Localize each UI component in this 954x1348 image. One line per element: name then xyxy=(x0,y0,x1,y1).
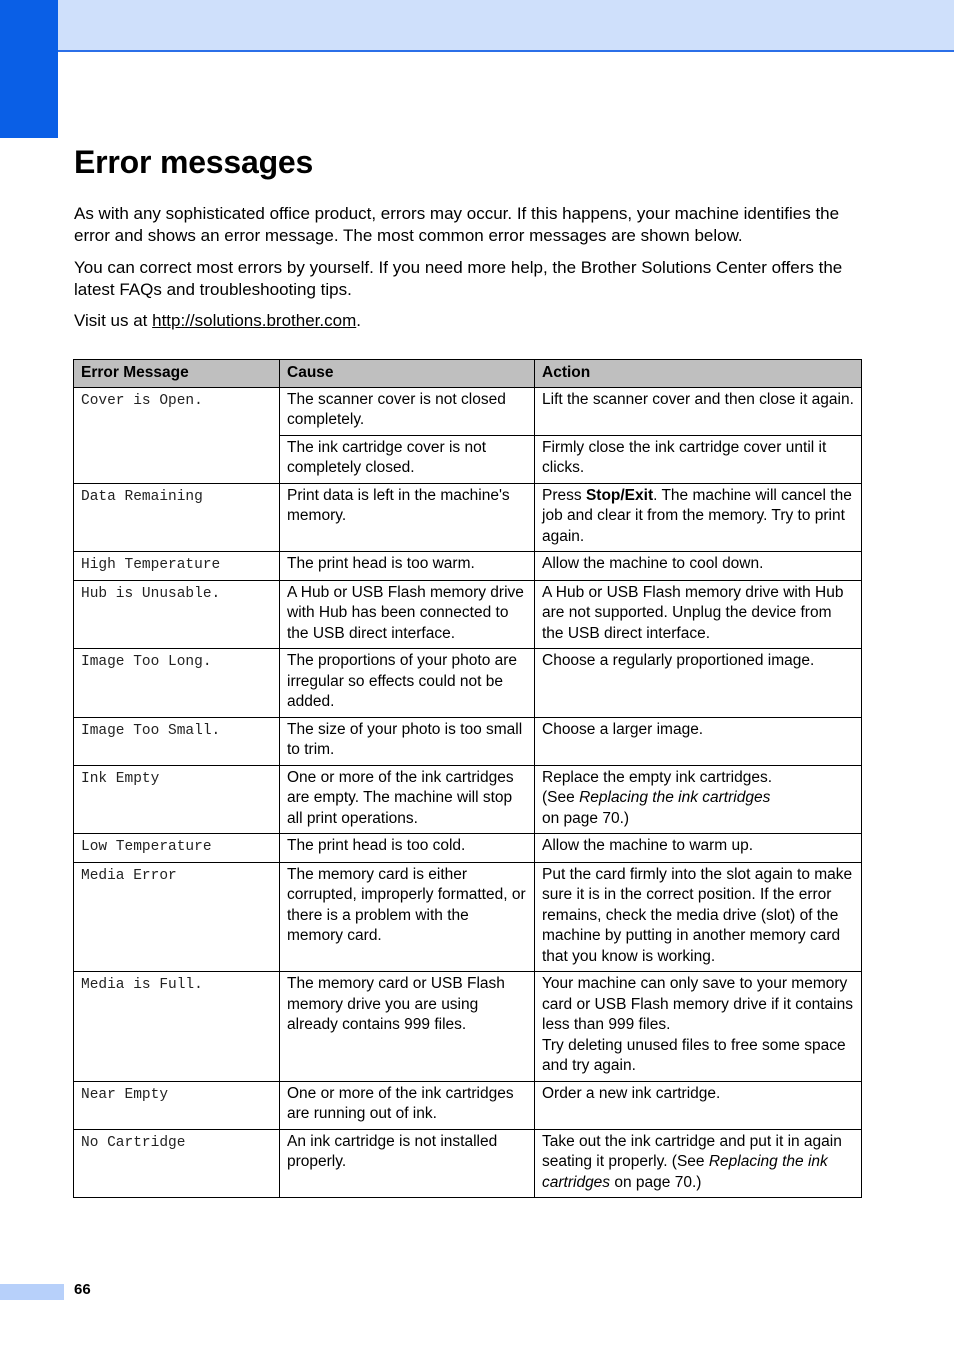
action-text: . The machine will cancel the job and clear it from the memory. Try to print again. xyxy=(542,486,852,545)
table-row xyxy=(74,483,862,552)
error-message: Cover is Open. xyxy=(81,392,203,409)
cause-cell: The print head is too warm. xyxy=(280,552,535,581)
error-message: Hub is Unusable. xyxy=(81,585,221,602)
action-cell xyxy=(535,483,862,552)
visit-paragraph xyxy=(74,310,864,332)
visit-prefix: Visit us at xyxy=(74,311,153,330)
header-action: Action xyxy=(535,360,862,388)
error-messages-table xyxy=(73,359,862,1198)
cause-cell: The memory card is either corrupted, improperly formatted, or there is a problem with the memory card. xyxy=(280,862,535,972)
cause-cell: The print head is too cold. xyxy=(280,834,535,863)
reference-title: Replacing the ink cartridges xyxy=(579,789,771,806)
page-reference: on page 70.) xyxy=(542,809,630,827)
cause-cell: The size of your photo is too small to trim. xyxy=(280,717,535,765)
solutions-link[interactable]: http://solutions.brother.com xyxy=(152,311,357,330)
action-cell: Allow the machine to cool down. xyxy=(535,552,862,581)
error-message-cell xyxy=(74,834,280,863)
error-message: Image Too Small. xyxy=(81,722,221,739)
action-cell: Allow the machine to warm up. xyxy=(535,834,862,863)
error-message-cell xyxy=(74,1129,280,1198)
action-cell: Lift the scanner cover and then close it again. xyxy=(535,387,862,435)
table-row xyxy=(74,862,862,972)
cause-cell: The proportions of your photo are irregular so effects could not be added. xyxy=(280,649,535,718)
action-cell: A Hub or USB Flash memory drive with Hub are not supported. Unplug the device from the USB direct interface. xyxy=(535,580,862,649)
stop-exit-key: Stop/Exit xyxy=(585,486,654,504)
visit-suffix: . xyxy=(356,311,361,330)
action-text: Your machine can only save to your memory card or USB Flash memory drive if it contains less than 999 files. xyxy=(542,975,853,1033)
error-message: High Temperature xyxy=(81,557,221,573)
table-row xyxy=(74,834,862,863)
action-cell xyxy=(535,972,862,1082)
error-message: Image Too Long. xyxy=(81,654,212,670)
action-text: Take out the ink cartridge and put it in again seating it properly. (See xyxy=(542,1132,842,1170)
page-number: 66 xyxy=(74,1281,91,1298)
intro-paragraph-1: As with any sophisticated office product, errors may occur. If this happens, your machine identifies the error and shows an error message. The most common error messages are shown below. xyxy=(74,204,840,245)
error-message: Low Temperature xyxy=(81,839,212,855)
action-cell xyxy=(535,765,862,834)
error-message: Media is Full. xyxy=(81,977,203,993)
action-text: on page 70.) xyxy=(610,1173,702,1191)
table-header-row xyxy=(74,360,862,388)
action-text: Replace the empty ink cartridges. xyxy=(542,768,773,786)
error-message-cell xyxy=(74,552,280,581)
chapter-tab xyxy=(0,0,58,138)
reference-title: Replacing the ink cartridges xyxy=(542,1153,828,1191)
table-row xyxy=(74,387,862,435)
header-band xyxy=(58,0,954,52)
action-cell: Choose a larger image. xyxy=(535,717,862,765)
action-cell xyxy=(535,1129,862,1198)
page-title: Error messages xyxy=(74,144,314,180)
cause-cell: One or more of the ink cartridges are empty. The machine will stop all print operations. xyxy=(280,765,535,834)
cause-cell: A Hub or USB Flash memory drive with Hub has been connected to the USB direct interface. xyxy=(280,580,535,649)
table-row xyxy=(74,717,862,765)
action-cell: Choose a regularly proportioned image. xyxy=(535,649,862,718)
table-row xyxy=(74,765,862,834)
table-row xyxy=(74,552,862,581)
error-message-cell xyxy=(74,862,280,972)
table-row xyxy=(74,972,862,1082)
error-message: No Cartridge xyxy=(81,1134,186,1151)
error-message-cell xyxy=(74,765,280,834)
header-error-message: Error Message xyxy=(74,360,280,388)
see-prefix: (See xyxy=(542,789,580,806)
cause-cell: An ink cartridge is not installed properly. xyxy=(280,1129,535,1198)
error-message-cell xyxy=(74,717,280,765)
error-message-cell xyxy=(74,649,280,718)
error-message-cell xyxy=(74,387,280,483)
cause-cell: The scanner cover is not closed completely. xyxy=(280,387,535,435)
footer-bar xyxy=(0,1284,64,1300)
cause-cell: The ink cartridge cover is not completely closed. xyxy=(280,435,535,483)
action-cell: Firmly close the ink cartridge cover until it clicks. xyxy=(535,435,862,483)
cause-cell: One or more of the ink cartridges are running out of ink. xyxy=(280,1081,535,1129)
header-cause: Cause xyxy=(280,360,535,388)
error-message: Ink Empty xyxy=(81,770,160,787)
action-cell: Order a new ink cartridge. xyxy=(535,1081,862,1129)
cause-cell: The memory card or USB Flash memory drive you are using already contains 999 files. xyxy=(280,972,535,1082)
error-message: Near Empty xyxy=(81,1086,169,1103)
cause-cell: Print data is left in the machine's memory. xyxy=(280,483,535,552)
action-text: Press xyxy=(542,486,586,504)
error-message: Media Error xyxy=(81,867,177,884)
action-text: Try deleting unused files to free some space and try again. xyxy=(542,1036,846,1074)
error-message: Data Remaining xyxy=(81,488,203,505)
error-message-cell xyxy=(74,1081,280,1129)
error-message-cell xyxy=(74,483,280,552)
action-cell: Put the card firmly into the slot again to make sure it is in the correct position. If the error remains, check the media drive (slot) of the machine by putting in another memory card that you know is working. xyxy=(535,862,862,972)
intro-paragraph-2: You can correct most errors by yourself. If you need more help, the Brother Solutions Center offers the latest FAQs and troubleshooting tips. xyxy=(74,258,843,299)
error-message-cell xyxy=(74,580,280,649)
table-row xyxy=(74,1129,862,1198)
see-reference xyxy=(542,788,855,809)
table-row xyxy=(74,1081,862,1129)
table-row xyxy=(74,649,862,718)
table-row xyxy=(74,580,862,649)
error-message-cell xyxy=(74,972,280,1082)
